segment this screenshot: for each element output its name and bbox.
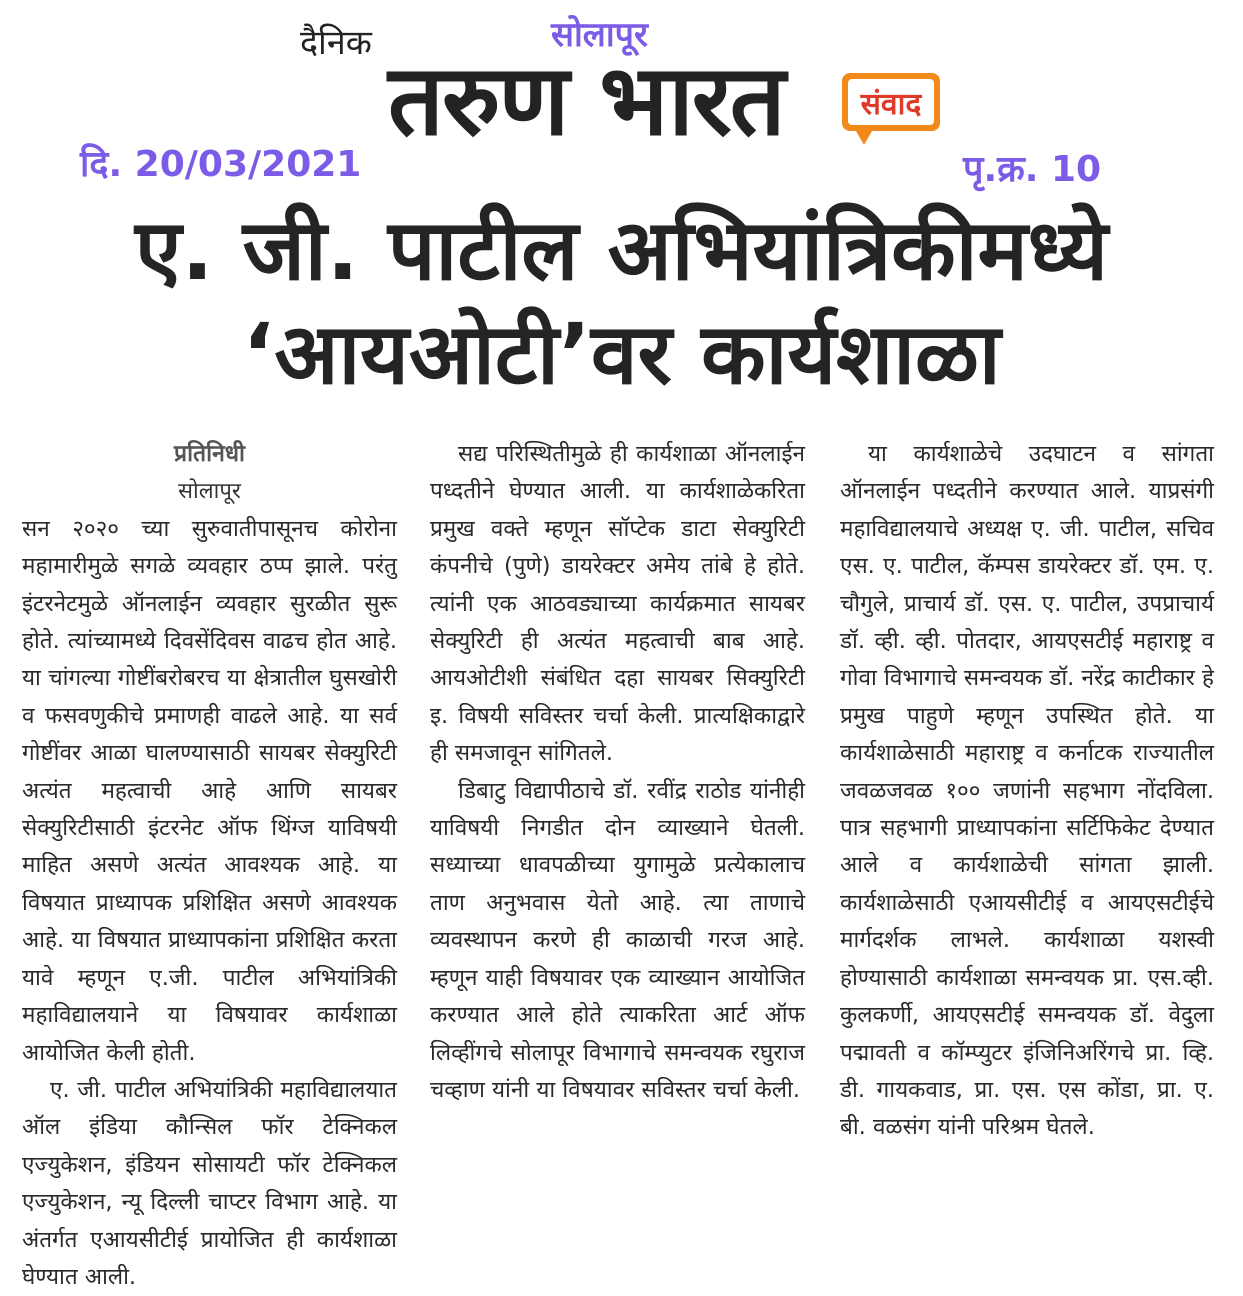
samvad-badge-logo: [842, 73, 940, 131]
article-paragraph-4: डिबाटु विद्यापीठाचे डॉ. रवींद्र राठोड यांनीही याविषयी निगडीत दोन व्याख्याने घेतली. सध्याच्या धावपळीच्या युगामुळे प्रत्येकालाच ताण अनुभवास येतो आहे. त्या ताणाचे व्यवस्थापन करणे ही काळाची गरज आहे. म्हणून याही विषयावर एक व्याख्यान आयोजित करण्यात आले होते त्याकरिता आर्ट ऑफ लिव्हींगचे सोलापूर विभागाचे समन्वयक रघुराज चव्हाण यांनी या विषयावर सविस्तर चर्चा केली.: [430, 777, 805, 1103]
article-byline: प्रतिनिधी: [174, 441, 245, 467]
article-paragraph-1: सन २०२० च्या सुरुवातीपासूनच कोरोना महामारीमुळे सगळे व्यवहार ठप्प झाले. परंतु इंटरनेटमुळे ऑनलाईन व्यवहार सुरळीत सुरू होते. त्यांच्यामध्ये दिवसेंदिवस वाढच होत आहे. या चांगल्या गोष्टींबरोबरच या क्षेत्रातील घुसखोरी व फसवणुकीचे प्रमाणही वाढले आहे. या सर्व गोष्टींवर आळा घालण्यासाठी सायबर सेक्युरिटी अत्यंत महत्वाची आहे आणि सायबर सेक्युरिटीसाठी इंटरनेट ऑफ थिंग्ज याविषयी माहित असणे अत्यंत आवश्यक आहे. या विषयात प्राध्यापक प्रशिक्षित असणे आवश्यक आहे. या विषयात प्राध्यापकांना प्रशिक्षित करता यावे म्हणून ए.जी. पाटील अभियांत्रिकी महाविद्यालयाने या विषयावर कार्यशाळा आयोजित केली होती.: [22, 515, 397, 1066]
headline-line-2: ‘आयओटी’वर कार्यशाळा: [242, 305, 1001, 403]
samvad-badge-inner: [848, 79, 934, 125]
article-column-2: [430, 436, 805, 1109]
newspaper-prefix: दैनिक: [300, 23, 372, 63]
article-column-3: [840, 436, 1214, 1147]
article-paragraph-5: या कार्यशाळेचे उदघाटन व सांगता ऑनलाईन पध्दतीने करण्यात आले. याप्रसंगी महाविद्यालयाचे अध्यक्ष ए. जी. पाटील, सचिव एस. ए. पाटील, कॅम्पस डायरेक्टर डॉ. एम. ए. चौगुले, प्राचार्य डॉ. एस. ए. पाटील, उपप्राचार्य डॉ. व्ही. व्ही. पोतदार, आयएसटीई महाराष्ट्र व गोवा विभागाचे समन्वयक डॉ. नरेंद्र काटीकार हे प्रमुख पाहुणे म्हणून उपस्थित होते. या कार्यशाळेसाठी महाराष्ट्र व कर्नाटक राज्यातील जवळजवळ १०० जणांनी सहभाग नोंदविला. पात्र सहभागी प्राध्यापकांना सर्टिफिकेट देण्यात आले व कार्यशाळेची सांगता झाली. कार्यशाळेसाठी एआयसीटीई व आयएसटीईचे मार्गदर्शक लाभले. कार्यशाळा यशस्वी होण्यासाठी कार्यशाळा समन्वयक प्रा. एस.व्ही. कुलकर्णी, आयएसटीई समन्वयक डॉ. वेदुला पद्मावती व कॉम्प्युटर इंजिनिअरिंगचे प्रा. व्हि. डी. गायकवाड, प्रा. एस. एस कोंडा, प्रा. ए. बी. वळसंग यांनी परिश्रम घेतले.: [840, 441, 1214, 1141]
samvad-badge-text: संवाद: [860, 86, 922, 122]
article-column-1: [22, 436, 397, 1296]
newspaper-edition-city: सोलापूर: [551, 15, 648, 55]
article-paragraph-2: ए. जी. पाटील अभियांत्रिकी महाविद्यालयात ऑल इंडिया कौन्सिल फॉर टेक्निकल एज्युकेशन, इंडियन सोसायटी फॉर टेक्निकल एज्युकेशन, न्यू दिल्ली चाप्टर विभाग आहे. या अंतर्गत एआयसीटीई प्रायोजित ही कार्यशाळा घेण्यात आली.: [22, 1076, 397, 1290]
page-number: पृ.क्र. 10: [963, 149, 1102, 190]
article-dateline: सोलापूर: [178, 479, 241, 505]
newspaper-masthead: तरुण भारत: [388, 44, 784, 158]
publication-date: दि. 20/03/2021: [80, 144, 362, 185]
headline-line-1: ए. जी. पाटील अभियांत्रिकीमध्ये: [135, 201, 1108, 299]
article-paragraph-3: सद्य परिस्थितीमुळे ही कार्यशाळा ऑनलाईन पध्दतीने घेण्यात आली. या कार्यशाळेकरिता प्रमुख वक्ते म्हणून सॉप्टेक डाटा सेक्युरिटी कंपनीचे (पुणे) डायरेक्टर अमेय तांबे हे होते. त्यांनी एक आठवड्याच्या कार्यक्रमात सायबर सेक्युरिटी ही अत्यंत महत्वाची बाब आहे. आयओटीशी संबंधित दहा सायबर सिक्युरिटी इ. विषयी सविस्तर चर्चा केली. प्रात्यक्षिकाद्वारे ही समजावून सांगितले.: [430, 441, 805, 767]
